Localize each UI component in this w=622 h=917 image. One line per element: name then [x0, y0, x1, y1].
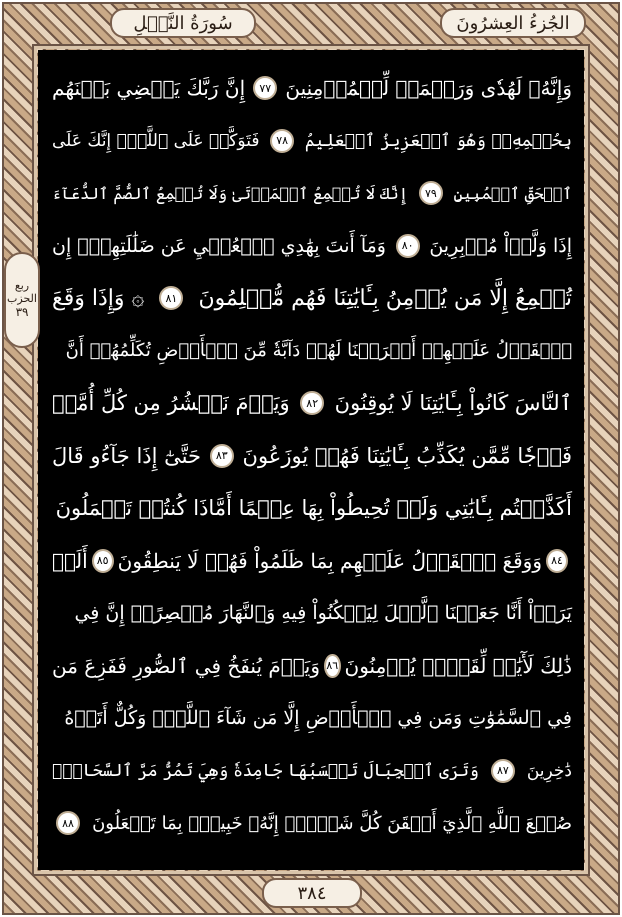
ayah-number-marker: ٨٣: [210, 444, 234, 468]
page-number-text: ٣٨٤: [297, 882, 327, 904]
verse-text: وَيَوۡمَ يُنفَخُ فِي ٱلصُّورِ فَفَزِعَ مَن: [52, 653, 320, 678]
verse-text: وَيَوۡمَ نَحۡشُرُ مِن كُلِّ أُمَّةٖ: [52, 391, 290, 416]
verse-text: ٱلۡحَقِّ ٱلۡمُبِينِ: [453, 183, 572, 203]
ayah-number-marker: ٧٨: [270, 129, 294, 153]
verse-line: [52, 377, 572, 430]
juz-title: [440, 8, 586, 38]
verse-text: دَٰخِرِينَ: [526, 760, 572, 781]
ayah-number-marker: ٨٧: [491, 759, 515, 783]
verse-text: إِذَا وَلَّوۡاْ مُدۡبِرِينَ: [429, 234, 572, 257]
verse-text: تُسۡمِعُ إِلَّا مَن يُؤۡمِنُ بِـَٔايَٰتِنَا فَهُم مُّسۡلِمُونَ: [198, 285, 572, 311]
verse-line: [52, 325, 572, 378]
hizb-marker-line1: ربع: [14, 279, 30, 293]
verse-line: [52, 220, 572, 273]
ayah-number-marker: ٧٧: [253, 76, 277, 100]
ayah-number-marker: ٨٤: [546, 549, 568, 573]
ayah-number-marker: ٨٥: [92, 549, 114, 573]
verse-text: ۞ وَإِذَا وَقَعَ: [52, 285, 145, 311]
verse-text: وَتَرَى ٱلۡجِبَالَ تَحۡسَبُهَا جَامِدَةٗ وَهِيَ تَمُرُّ مَرَّ ٱلسَّحَابِۚ: [52, 761, 479, 782]
verse-text: صُنۡعَ ٱللَّهِ ٱلَّذِيٓ أَتۡقَنَ كُلَّ شَيۡءٍۚ إِنَّهُۥ خَبِيرُۢ بِمَا تَفۡعَلُونَ: [92, 812, 572, 834]
verse-text: إِنَّ رَبَّكَ يَقۡضِي بَيۡنَهُم: [52, 76, 246, 101]
verse-text: ٱلنَّاسَ كَانُواْ بِـَٔايَٰتِنَا لَا يُوقِنُونَ: [334, 391, 572, 416]
ayah-number-marker: ٨٢: [300, 391, 324, 415]
hizb-marker-number: ٣٩: [15, 304, 29, 319]
verse-text: وَإِنَّهُۥ لَهُدٗى وَرَحۡمَةٞ لِّلۡمُؤۡمِنِينَ: [285, 76, 572, 101]
ayah-number-marker: ٨١: [159, 286, 183, 310]
hizb-marker-line2: الحزب: [7, 292, 37, 306]
verse-text: ٱلۡقَوۡلُ عَلَيۡهِمۡ أَخۡرَجۡنَا لَهُمۡ دَآبَّةٗ مِّنَ ٱلۡأَرۡضِ تُكَلِّمُهُمۡ أَنَّ: [65, 340, 572, 362]
verse-text: أَكَذَّبۡتُم بِـَٔايَٰتِي وَلَمۡ تُحِيطُواْ بِهَا عِلۡمًا أَمَّاذَا كُنتُمۡ تَعۡمَلُونَ: [55, 496, 572, 521]
verse-text: حَتَّىٰٓ إِذَا جَآءُو قَالَ: [52, 443, 201, 468]
ayah-number-marker: ٨٠: [396, 234, 420, 258]
verse-line: [52, 797, 572, 850]
verse-text: وَمَآ أَنتَ بِهَٰدِي ٱلۡعُمۡيِ عَن ضَلَٰلَتِهِمۡۖ إِن: [52, 234, 386, 257]
ayah-number-marker: ٨٨: [56, 811, 80, 835]
page-number: [262, 878, 362, 908]
verse-text: أَلَمۡ: [52, 548, 88, 573]
ayah-number-marker: ٧٩: [419, 181, 443, 205]
verse-line: [52, 587, 572, 640]
verse-line: [52, 62, 572, 115]
verse-text: ذَٰلِكَ لَأٓيَٰتٖ لِّقَوۡمٖ يُؤۡمِنُونَ: [344, 653, 572, 678]
verse-line: [52, 272, 572, 325]
verse-lines: [52, 62, 572, 850]
verse-text: إِنَّكَ لَا تُسۡمِعُ ٱلۡمَوۡتَىٰ وَلَا تُسۡمِعُ ٱلصُّمَّ ٱلدُّعَآءَ: [52, 183, 409, 203]
verse-text: فِي ٱلسَّمَٰوَٰتِ وَمَن فِي ٱلۡأَرۡضِ إِلَّا مَن شَآءَ ٱللَّهُۚ وَكُلٌّ أَتَوۡهُ: [64, 707, 572, 730]
ayah-number-marker: ٨٦: [324, 654, 341, 678]
verse-text: فَوۡجٗا مِّمَّن يُكَذِّبُ بِـَٔايَٰتِنَا فَهُمۡ يُوزَعُونَ: [242, 443, 572, 468]
verse-text: يَرَوۡاْ أَنَّا جَعَلۡنَا ٱلَّيۡلَ لِيَسۡكُنُواْ فِيهِ وَٱلنَّهَارَ مُبۡصِرًاۚ إِنَّ فِي: [74, 602, 572, 625]
verse-line: [52, 430, 572, 483]
verse-line: [52, 482, 572, 535]
verse-line: [52, 692, 572, 745]
verse-text: بِحُكۡمِهِۦۚ وَهُوَ ٱلۡعَزِيزُ ٱلۡعَلِيمُ: [304, 131, 572, 152]
hizb-marker: [4, 252, 40, 348]
verse-line: [52, 745, 572, 798]
surah-title: [110, 8, 256, 38]
verse-line: [52, 640, 572, 693]
verse-line: [52, 167, 572, 220]
surah-title-text: سُورَةُ النَّمۡلِ: [133, 12, 233, 34]
verse-line: [52, 535, 572, 588]
verse-text: وَوَقَعَ ٱلۡقَوۡلُ عَلَيۡهِم بِمَا ظَلَمُواْ فَهُمۡ لَا يَنطِقُونَ: [117, 548, 542, 573]
verse-line: [52, 115, 572, 168]
verse-text: فَتَوَكَّلۡ عَلَى ٱللَّهِۖ إِنَّكَ عَلَى: [52, 130, 260, 151]
juz-title-text: الجُزءُ العِشرُونَ: [456, 12, 570, 34]
